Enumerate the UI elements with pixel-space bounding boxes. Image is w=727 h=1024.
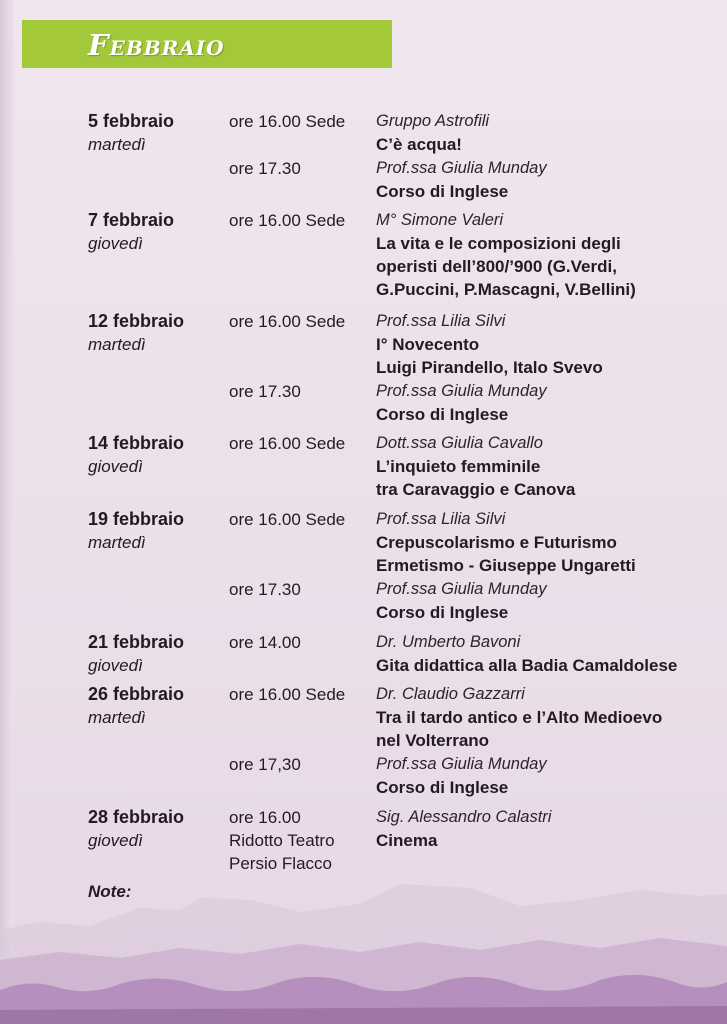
event-weekday: giovedì [88, 234, 143, 253]
event-date: 5 febbraio [88, 111, 175, 131]
session-title: Luigi Pirandello, Italo Svevo [376, 358, 603, 377]
session-title: Corso di Inglese [376, 182, 509, 201]
event-weekday: giovedì [88, 656, 143, 675]
session-title: operisti dell’800/’900 (G.Verdi, [376, 257, 617, 276]
session-speaker: Dott.ssa Giulia Cavallo [376, 434, 543, 452]
session-title: Gita didattica alla Badia Camaldolese [376, 656, 678, 675]
session-time: Persio Flacco [229, 854, 332, 873]
event-weekday: martedì [88, 708, 146, 727]
session-title: L’inquieto femminile [376, 457, 541, 476]
event-date: 26 febbraio [88, 684, 185, 704]
event-date: 28 febbraio [88, 807, 185, 827]
skyline-silhouette [0, 860, 727, 1024]
session-speaker: Dr. Claudio Gazzarri [376, 685, 525, 703]
session-title: Cinema [376, 831, 438, 850]
event-date: 21 febbraio [88, 632, 185, 652]
session-title: Corso di Inglese [376, 603, 509, 622]
event-date: 14 febbraio [88, 433, 185, 453]
session-time: Ridotto Teatro [229, 831, 335, 850]
session-speaker: M° Simone Valeri [376, 211, 504, 229]
session-speaker: Prof.ssa Lilia Silvi [376, 312, 506, 330]
session-title: Crepuscolarismo e Futurismo [376, 533, 617, 552]
session-time: ore 17.30 [229, 382, 301, 401]
notes-label: Note: [88, 882, 132, 901]
session-time: ore 16.00 Sede [229, 510, 346, 529]
session-speaker: Prof.ssa Lilia Silvi [376, 510, 506, 528]
session-title: I° Novecento [376, 335, 480, 354]
session-title: C’è acqua! [376, 135, 462, 154]
session-time: ore 16.00 Sede [229, 434, 346, 453]
session-time: ore 14.00 [229, 633, 301, 652]
session-title: nel Volterrano [376, 731, 490, 750]
event-weekday: giovedì [88, 457, 143, 476]
session-title: tra Caravaggio e Canova [376, 480, 576, 499]
session-time: ore 16.00 Sede [229, 211, 346, 230]
session-title: Tra il tardo antico e l’Alto Medioevo [376, 708, 663, 727]
session-time: ore 16.00 Sede [229, 112, 346, 131]
session-speaker: Prof.ssa Giulia Munday [376, 159, 547, 177]
session-title: Corso di Inglese [376, 778, 509, 797]
month-title: Febbraio [88, 28, 225, 62]
session-speaker: Sig. Alessandro Calastri [376, 808, 552, 826]
event-date: 19 febbraio [88, 509, 185, 529]
session-speaker: Dr. Umberto Bavoni [376, 633, 521, 651]
session-time: ore 16.00 Sede [229, 312, 346, 331]
event-date: 7 febbraio [88, 210, 175, 230]
session-time: ore 16.00 [229, 808, 301, 827]
session-time: ore 17.30 [229, 580, 301, 599]
session-time: ore 16.00 Sede [229, 685, 346, 704]
session-time: ore 17.30 [229, 159, 301, 178]
session-speaker: Prof.ssa Giulia Munday [376, 755, 547, 773]
session-title: La vita e le composizioni degli [376, 234, 621, 253]
session-title: G.Puccini, P.Mascagni, V.Bellini) [376, 280, 636, 299]
event-weekday: martedì [88, 135, 146, 154]
session-title: Ermetismo - Giuseppe Ungaretti [376, 556, 636, 575]
event-weekday: giovedì [88, 831, 143, 850]
session-title: Corso di Inglese [376, 405, 509, 424]
event-weekday: martedì [88, 533, 146, 552]
session-time: ore 17,30 [229, 755, 301, 774]
event-weekday: martedì [88, 335, 146, 354]
session-speaker: Prof.ssa Giulia Munday [376, 382, 547, 400]
event-date: 12 febbraio [88, 311, 185, 331]
session-speaker: Prof.ssa Giulia Munday [376, 580, 547, 598]
session-speaker: Gruppo Astrofili [376, 112, 490, 130]
